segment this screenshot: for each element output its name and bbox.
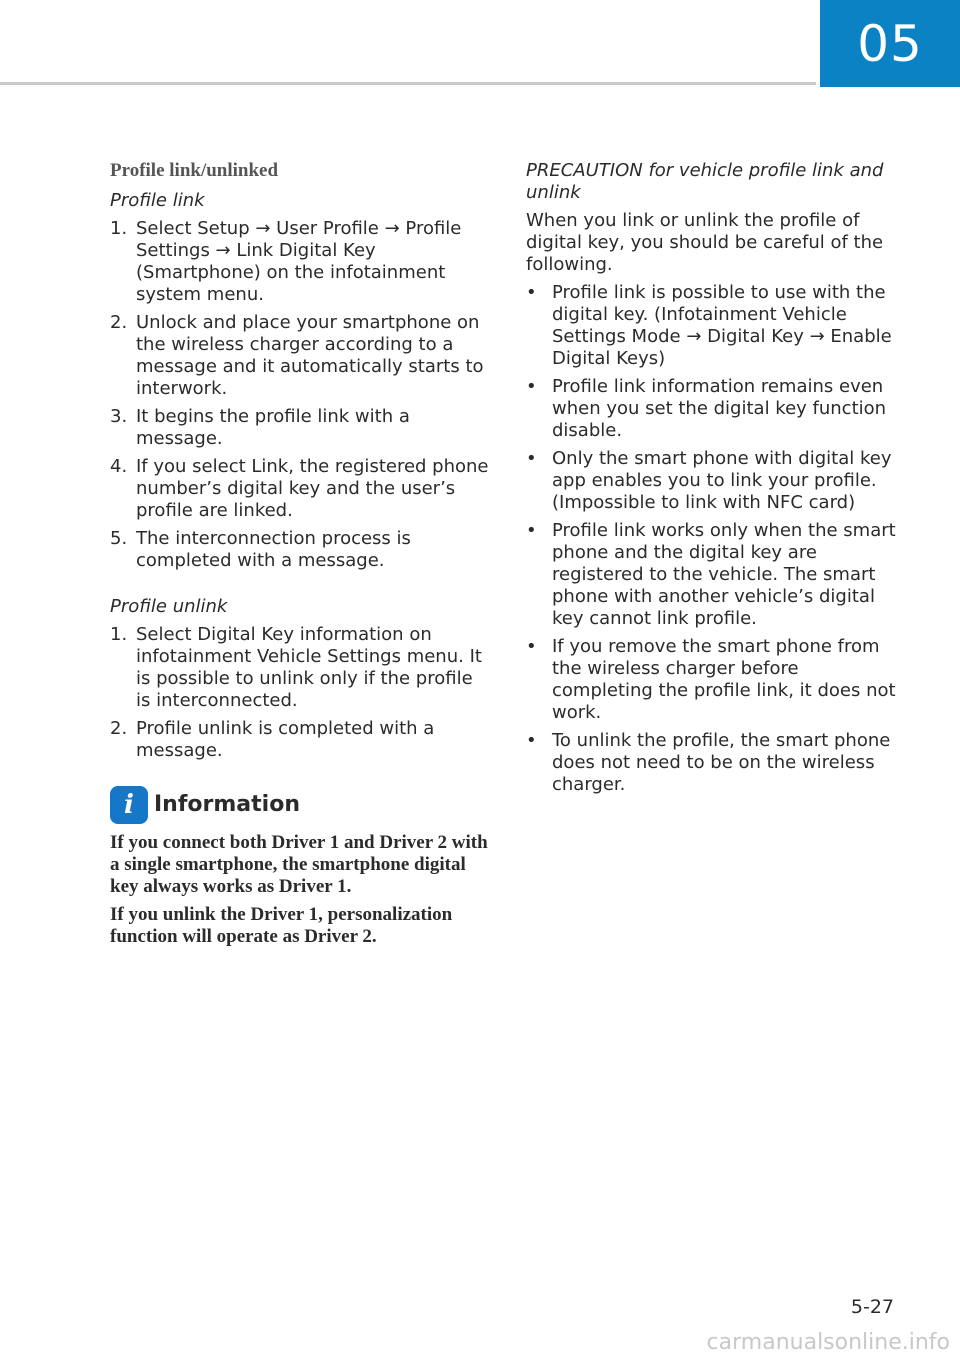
bullet-icon: • <box>526 282 537 303</box>
bullet-text: If you remove the smart phone from the wireless charger before completing the profile link, it does not work. <box>552 636 896 723</box>
step-number: 2. <box>110 312 128 333</box>
bullet-text: Profile link works only when the smart phone and the digital key are registered to the vehicle. The smart phone with another vehicle’s digital key cannot link profile. <box>552 520 896 629</box>
step-text: Select Digital Key information on infotainment Vehicle Settings menu. It is possible to unlink only if the profile is interconnected. <box>136 624 482 711</box>
step-text: It begins the profile link with a message. <box>136 406 410 449</box>
step-text: Select Setup → User Profile → Profile Settings → Link Digital Key (Smartphone) on the infotainment system menu. <box>136 218 462 305</box>
bullet-text: To unlink the profile, the smart phone does not need to be on the wireless charger. <box>552 730 891 795</box>
step-number: 1. <box>110 218 128 239</box>
step-text: Unlock and place your smartphone on the wireless charger according to a message and it automatically starts to interwork. <box>136 312 484 399</box>
chapter-tab: 05 <box>820 0 960 87</box>
list-item <box>526 376 902 442</box>
list-item <box>110 312 490 400</box>
step-number: 4. <box>110 456 128 477</box>
header-rule <box>0 82 816 85</box>
bullet-icon: • <box>526 520 537 541</box>
bullet-icon: • <box>526 376 537 397</box>
list-item <box>526 636 902 724</box>
profile-unlink-heading: Profile unlink <box>110 596 228 617</box>
step-number: 2. <box>110 718 128 739</box>
bullet-text: Only the smart phone with digital key app enables you to link your profile. (Impossible to link with NFC card) <box>552 448 892 513</box>
list-item <box>110 406 490 450</box>
precaution-heading: PRECAUTION for vehicle profile link and unlink <box>526 160 884 203</box>
precaution-intro: When you link or unlink the profile of digital key, you should be careful of the following. <box>526 210 884 275</box>
list-item <box>110 456 490 522</box>
profile-link-heading: Profile link <box>110 190 205 211</box>
step-text: If you select Link, the registered phone number’s digital key and the user’s profile are linked. <box>136 456 489 521</box>
information-title: Information <box>154 792 300 817</box>
list-item <box>110 218 490 306</box>
page-number: 5-27 <box>850 1296 894 1318</box>
list-item <box>526 282 902 370</box>
precaution-list <box>526 282 902 796</box>
list-item <box>110 528 490 572</box>
section-title: Profile link/unlinked <box>110 160 279 181</box>
step-number: 5. <box>110 528 128 549</box>
step-number: 1. <box>110 624 128 645</box>
bullet-icon: • <box>526 636 537 657</box>
bullet-icon: • <box>526 730 537 751</box>
info-icon: i <box>110 786 148 824</box>
left-column <box>110 160 490 954</box>
list-item <box>110 624 490 712</box>
bullet-text: Profile link is possible to use with the digital key. (Infotainment Vehicle Settings Mode → Digital Key → Enable Digital Keys) <box>552 282 892 369</box>
profile-unlink-steps <box>110 624 490 762</box>
watermark: carmanualsonline.info <box>706 1330 950 1355</box>
list-item <box>526 730 902 796</box>
list-item <box>110 718 490 762</box>
list-item <box>526 448 902 514</box>
bullet-text: Profile link information remains even when you set the digital key function disable. <box>552 376 887 441</box>
step-text: The interconnection process is completed with a message. <box>136 528 411 571</box>
information-paragraph: If you connect both Driver 1 and Driver 2 with a single smartphone, the smartphone digital key always works as Driver 1. <box>110 832 488 897</box>
list-item <box>526 520 902 630</box>
step-text: Profile unlink is completed with a message. <box>136 718 435 761</box>
right-column <box>526 160 902 802</box>
profile-link-steps <box>110 218 490 572</box>
information-header <box>110 786 490 824</box>
bullet-icon: • <box>526 448 537 469</box>
information-paragraph: If you unlink the Driver 1, personalization function will operate as Driver 2. <box>110 904 453 947</box>
step-number: 3. <box>110 406 128 427</box>
